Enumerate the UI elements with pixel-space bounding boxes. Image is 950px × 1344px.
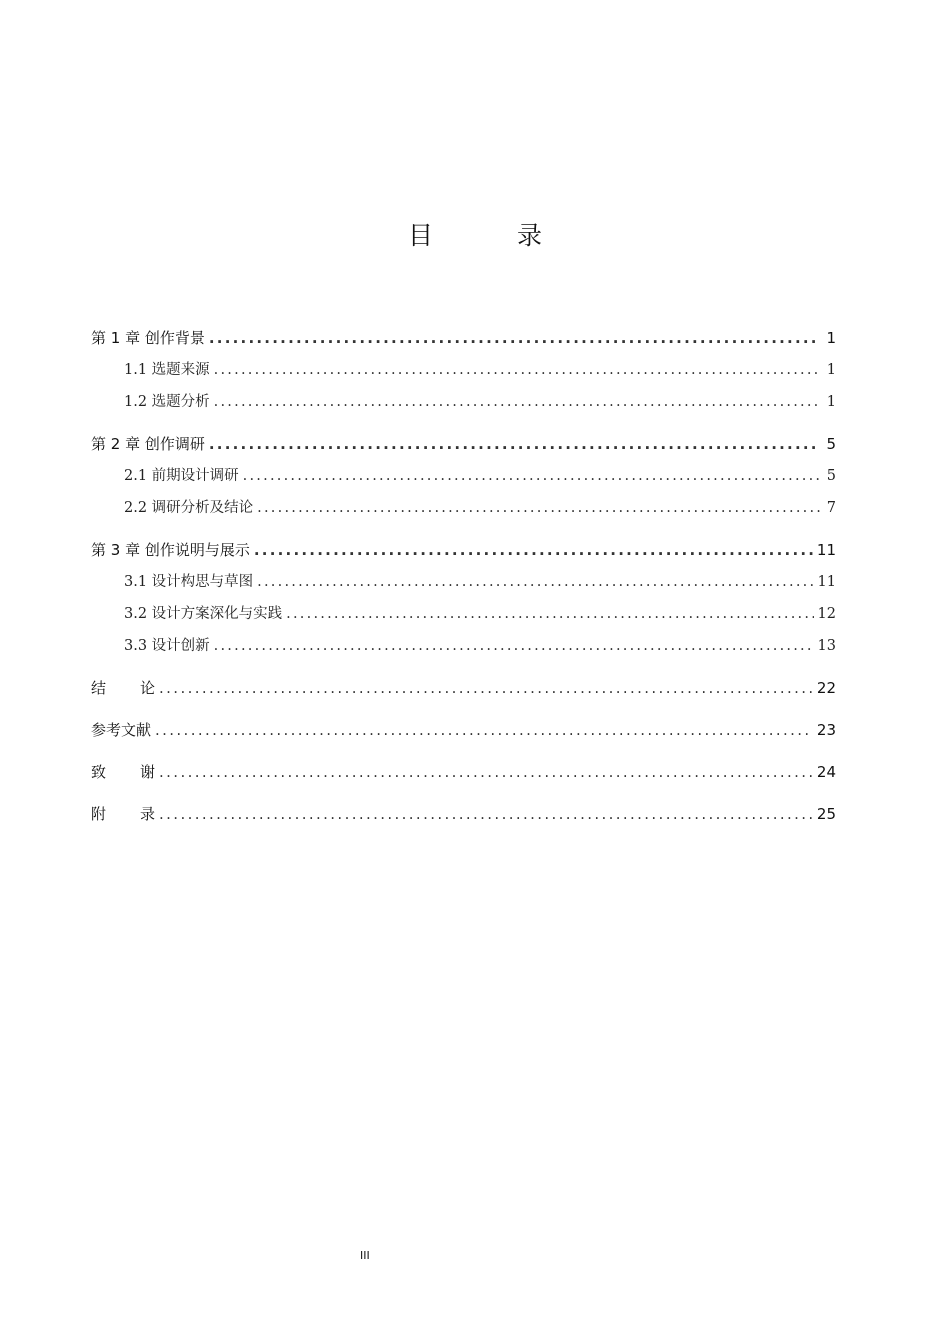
table-of-contents — [91, 322, 836, 830]
toc-entry-page: 22 — [816, 679, 836, 697]
toc-entry-label: 第 1 章 创作背景 — [91, 329, 205, 347]
toc-entry-label: 2.1 前期设计调研 — [124, 468, 239, 484]
dot-leader — [214, 630, 814, 662]
toc-entry-label: 1.2 选题分析 — [124, 394, 210, 410]
toc-entry-label — [91, 798, 155, 830]
toc-entry-chapter-2[interactable] — [91, 428, 836, 460]
toc-entry-label-char: 致 — [91, 763, 141, 781]
dot-leader — [257, 566, 813, 598]
toc-entry-section-3-1[interactable] — [91, 566, 836, 598]
footer-page-number: III — [360, 1249, 370, 1262]
toc-entry-page: 24 — [816, 763, 836, 781]
toc-entry-page: 1 — [826, 362, 836, 378]
dot-leader — [214, 354, 820, 386]
toc-entry-page: 1 — [826, 329, 836, 347]
dot-leader — [159, 798, 813, 830]
dot-leader — [257, 492, 820, 524]
toc-entry-section-2-1[interactable] — [91, 460, 836, 492]
toc-entry-label: 第 2 章 创作调研 — [91, 435, 205, 453]
toc-entry-label: 参考文献 — [91, 721, 152, 739]
toc-entry-page: 23 — [816, 721, 836, 739]
toc-entry-acknowledgements[interactable] — [91, 756, 836, 788]
toc-entry-page: 11 — [817, 574, 836, 590]
dot-leader — [209, 428, 820, 460]
dot-leader — [155, 714, 813, 746]
toc-entry-label-char: 谢 — [140, 763, 156, 781]
toc-entry-page: 5 — [826, 435, 836, 453]
toc-entry-page: 12 — [817, 606, 836, 622]
toc-entry-label — [91, 756, 155, 788]
toc-entry-page: 13 — [817, 638, 836, 654]
toc-entry-label: 2.2 调研分析及结论 — [124, 500, 254, 516]
toc-entry-label — [91, 672, 155, 704]
dot-leader — [286, 598, 813, 630]
toc-entry-chapter-3[interactable] — [91, 534, 836, 566]
toc-entry-section-1-1[interactable] — [91, 354, 836, 386]
toc-entry-page: 11 — [816, 541, 836, 559]
toc-entry-label-char: 录 — [140, 805, 156, 823]
toc-entry-section-3-3[interactable] — [91, 630, 836, 662]
toc-entry-chapter-1[interactable] — [91, 322, 836, 354]
toc-entry-references[interactable] — [91, 714, 836, 746]
toc-entry-label-char: 论 — [140, 679, 156, 697]
toc-entry-page: 25 — [816, 805, 836, 823]
toc-entry-section-2-2[interactable] — [91, 492, 836, 524]
toc-entry-label: 1.1 选题来源 — [124, 362, 210, 378]
toc-entry-page: 5 — [826, 468, 836, 484]
dot-leader — [159, 756, 813, 788]
toc-entry-label: 3.1 设计构思与草图 — [124, 574, 254, 590]
toc-entry-label: 3.2 设计方案深化与实践 — [124, 606, 283, 622]
toc-entry-label: 3.3 设计创新 — [124, 638, 210, 654]
toc-entry-page: 1 — [826, 394, 836, 410]
page-title: 目 录 — [408, 221, 580, 250]
dot-leader — [254, 534, 813, 566]
dot-leader — [214, 386, 820, 418]
toc-entry-conclusion[interactable] — [91, 672, 836, 704]
dot-leader — [209, 322, 820, 354]
toc-entry-page: 7 — [826, 500, 836, 516]
toc-entry-label-char: 结 — [91, 679, 141, 697]
toc-entry-appendix[interactable] — [91, 798, 836, 830]
toc-entry-label-char: 附 — [91, 805, 141, 823]
toc-entry-section-1-2[interactable] — [91, 386, 836, 418]
toc-entry-section-3-2[interactable] — [91, 598, 836, 630]
dot-leader — [159, 672, 813, 704]
toc-entry-label: 第 3 章 创作说明与展示 — [91, 541, 250, 559]
dot-leader — [243, 460, 820, 492]
